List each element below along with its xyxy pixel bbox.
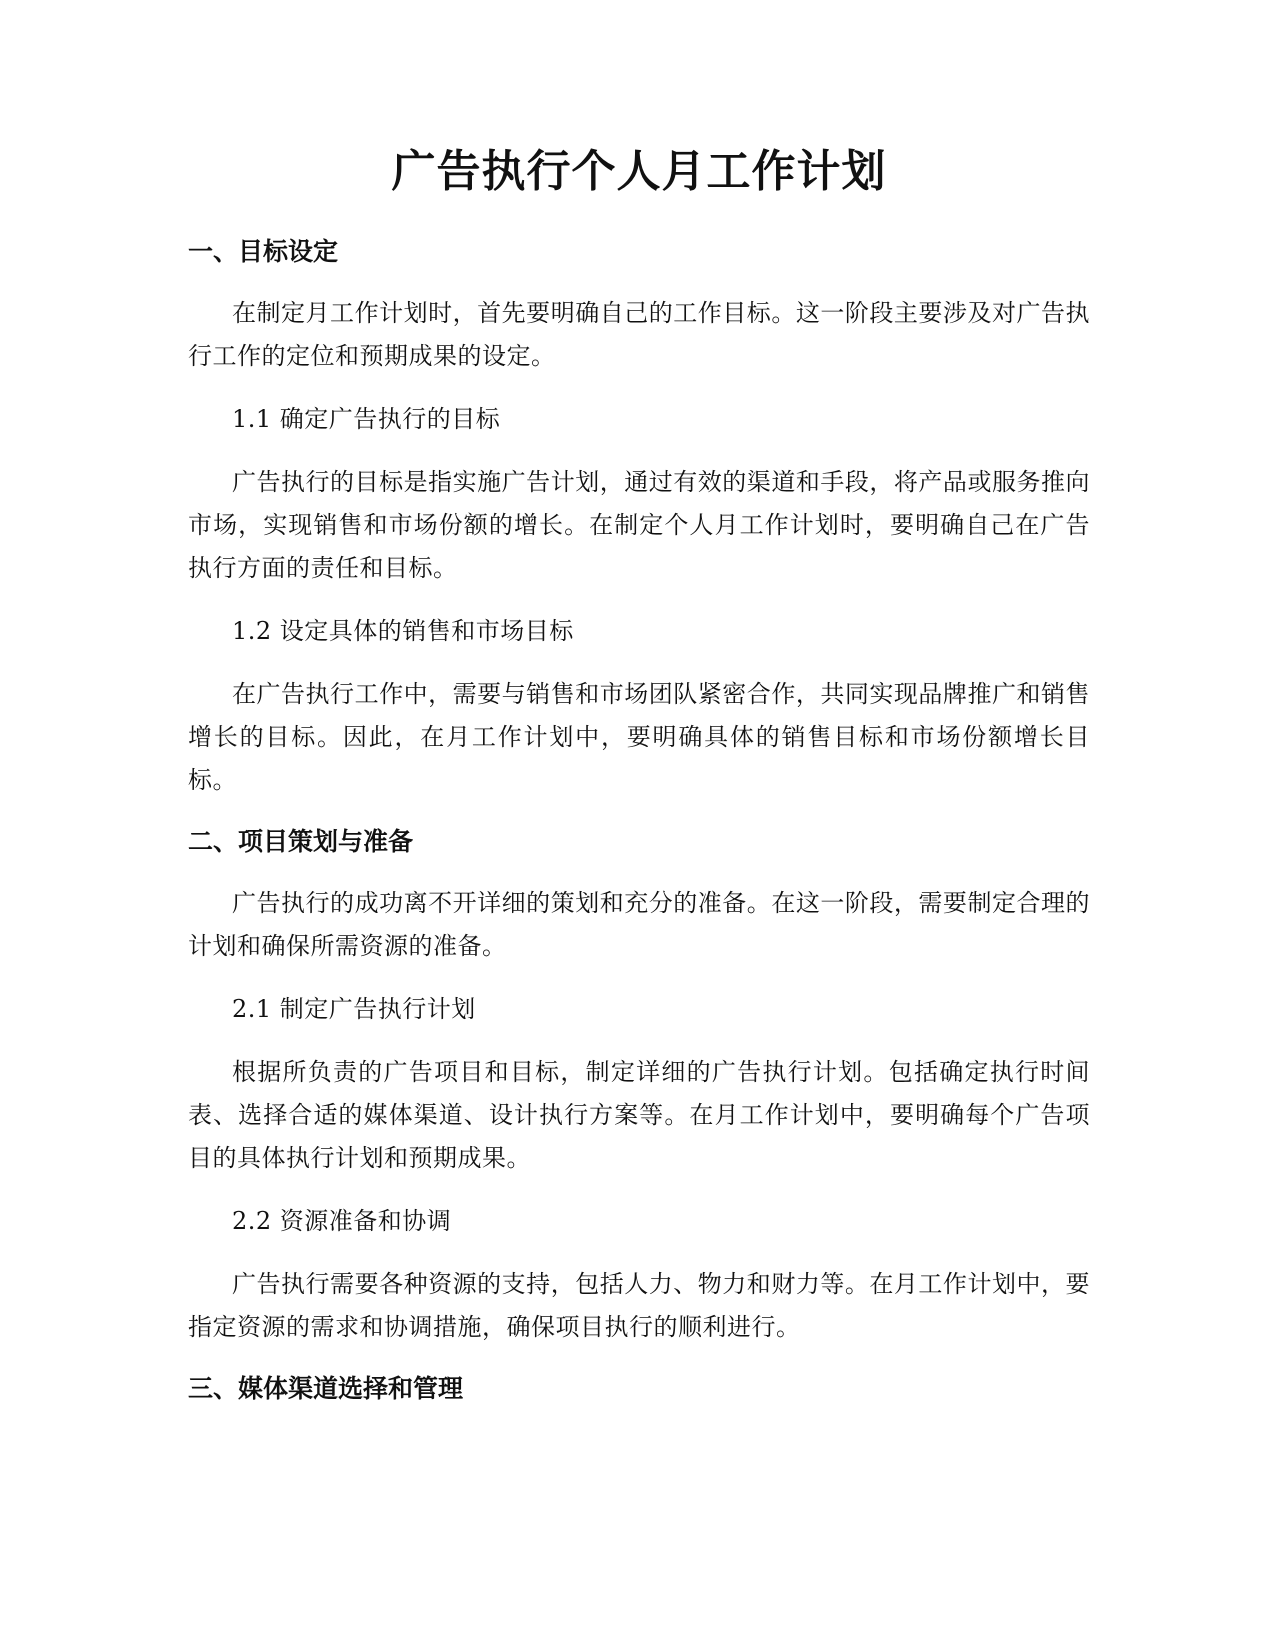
subsection-body-1-2: 在广告执行工作中，需要与销售和市场团队紧密合作，共同实现品牌推广和销售增长的目标。因此，在月工作计划中，要明确具体的销售目标和市场份额增长目标。 [188, 680, 1090, 794]
section-1-intro: 在制定月工作计划时，首先要明确自己的工作目标。这一阶段主要涉及对广告执行工作的定位和预期成果的设定。 [188, 299, 1090, 370]
subsection-heading-1-1: 1.1 确定广告执行的目标 [232, 405, 501, 433]
subsection-heading-2-2: 2.2 资源准备和协调 [232, 1207, 452, 1235]
subsection-heading-2-1: 2.1 制定广告执行计划 [232, 995, 476, 1023]
subsection-body-2-1: 根据所负责的广告项目和目标，制定详细的广告执行计划。包括确定执行时间表、选择合适的媒体渠道、设计执行方案等。在月工作计划中，要明确每个广告项目的具体执行计划和预期成果。 [188, 1058, 1090, 1172]
subsection-body-1-1: 广告执行的目标是指实施广告计划，通过有效的渠道和手段，将产品或服务推向市场，实现销售和市场份额的增长。在制定个人月工作计划时，要明确自己在广告执行方面的责任和目标。 [188, 468, 1090, 582]
section-heading-3: 三、媒体渠道选择和管理 [188, 1374, 464, 1403]
document-content [188, 140, 1090, 1429]
subsection-body-2-2: 广告执行需要各种资源的支持，包括人力、物力和财力等。在月工作计划中，要指定资源的需求和协调措施，确保项目执行的顺利进行。 [188, 1270, 1090, 1341]
section-2-intro: 广告执行的成功离不开详细的策划和充分的准备。在这一阶段，需要制定合理的计划和确保所需资源的准备。 [188, 889, 1090, 960]
section-heading-1: 一、目标设定 [188, 237, 339, 266]
section-heading-2: 二、项目策划与准备 [188, 827, 414, 856]
document-title: 广告执行个人月工作计划 [391, 146, 887, 197]
subsection-heading-1-2: 1.2 设定具体的销售和市场目标 [232, 617, 574, 645]
